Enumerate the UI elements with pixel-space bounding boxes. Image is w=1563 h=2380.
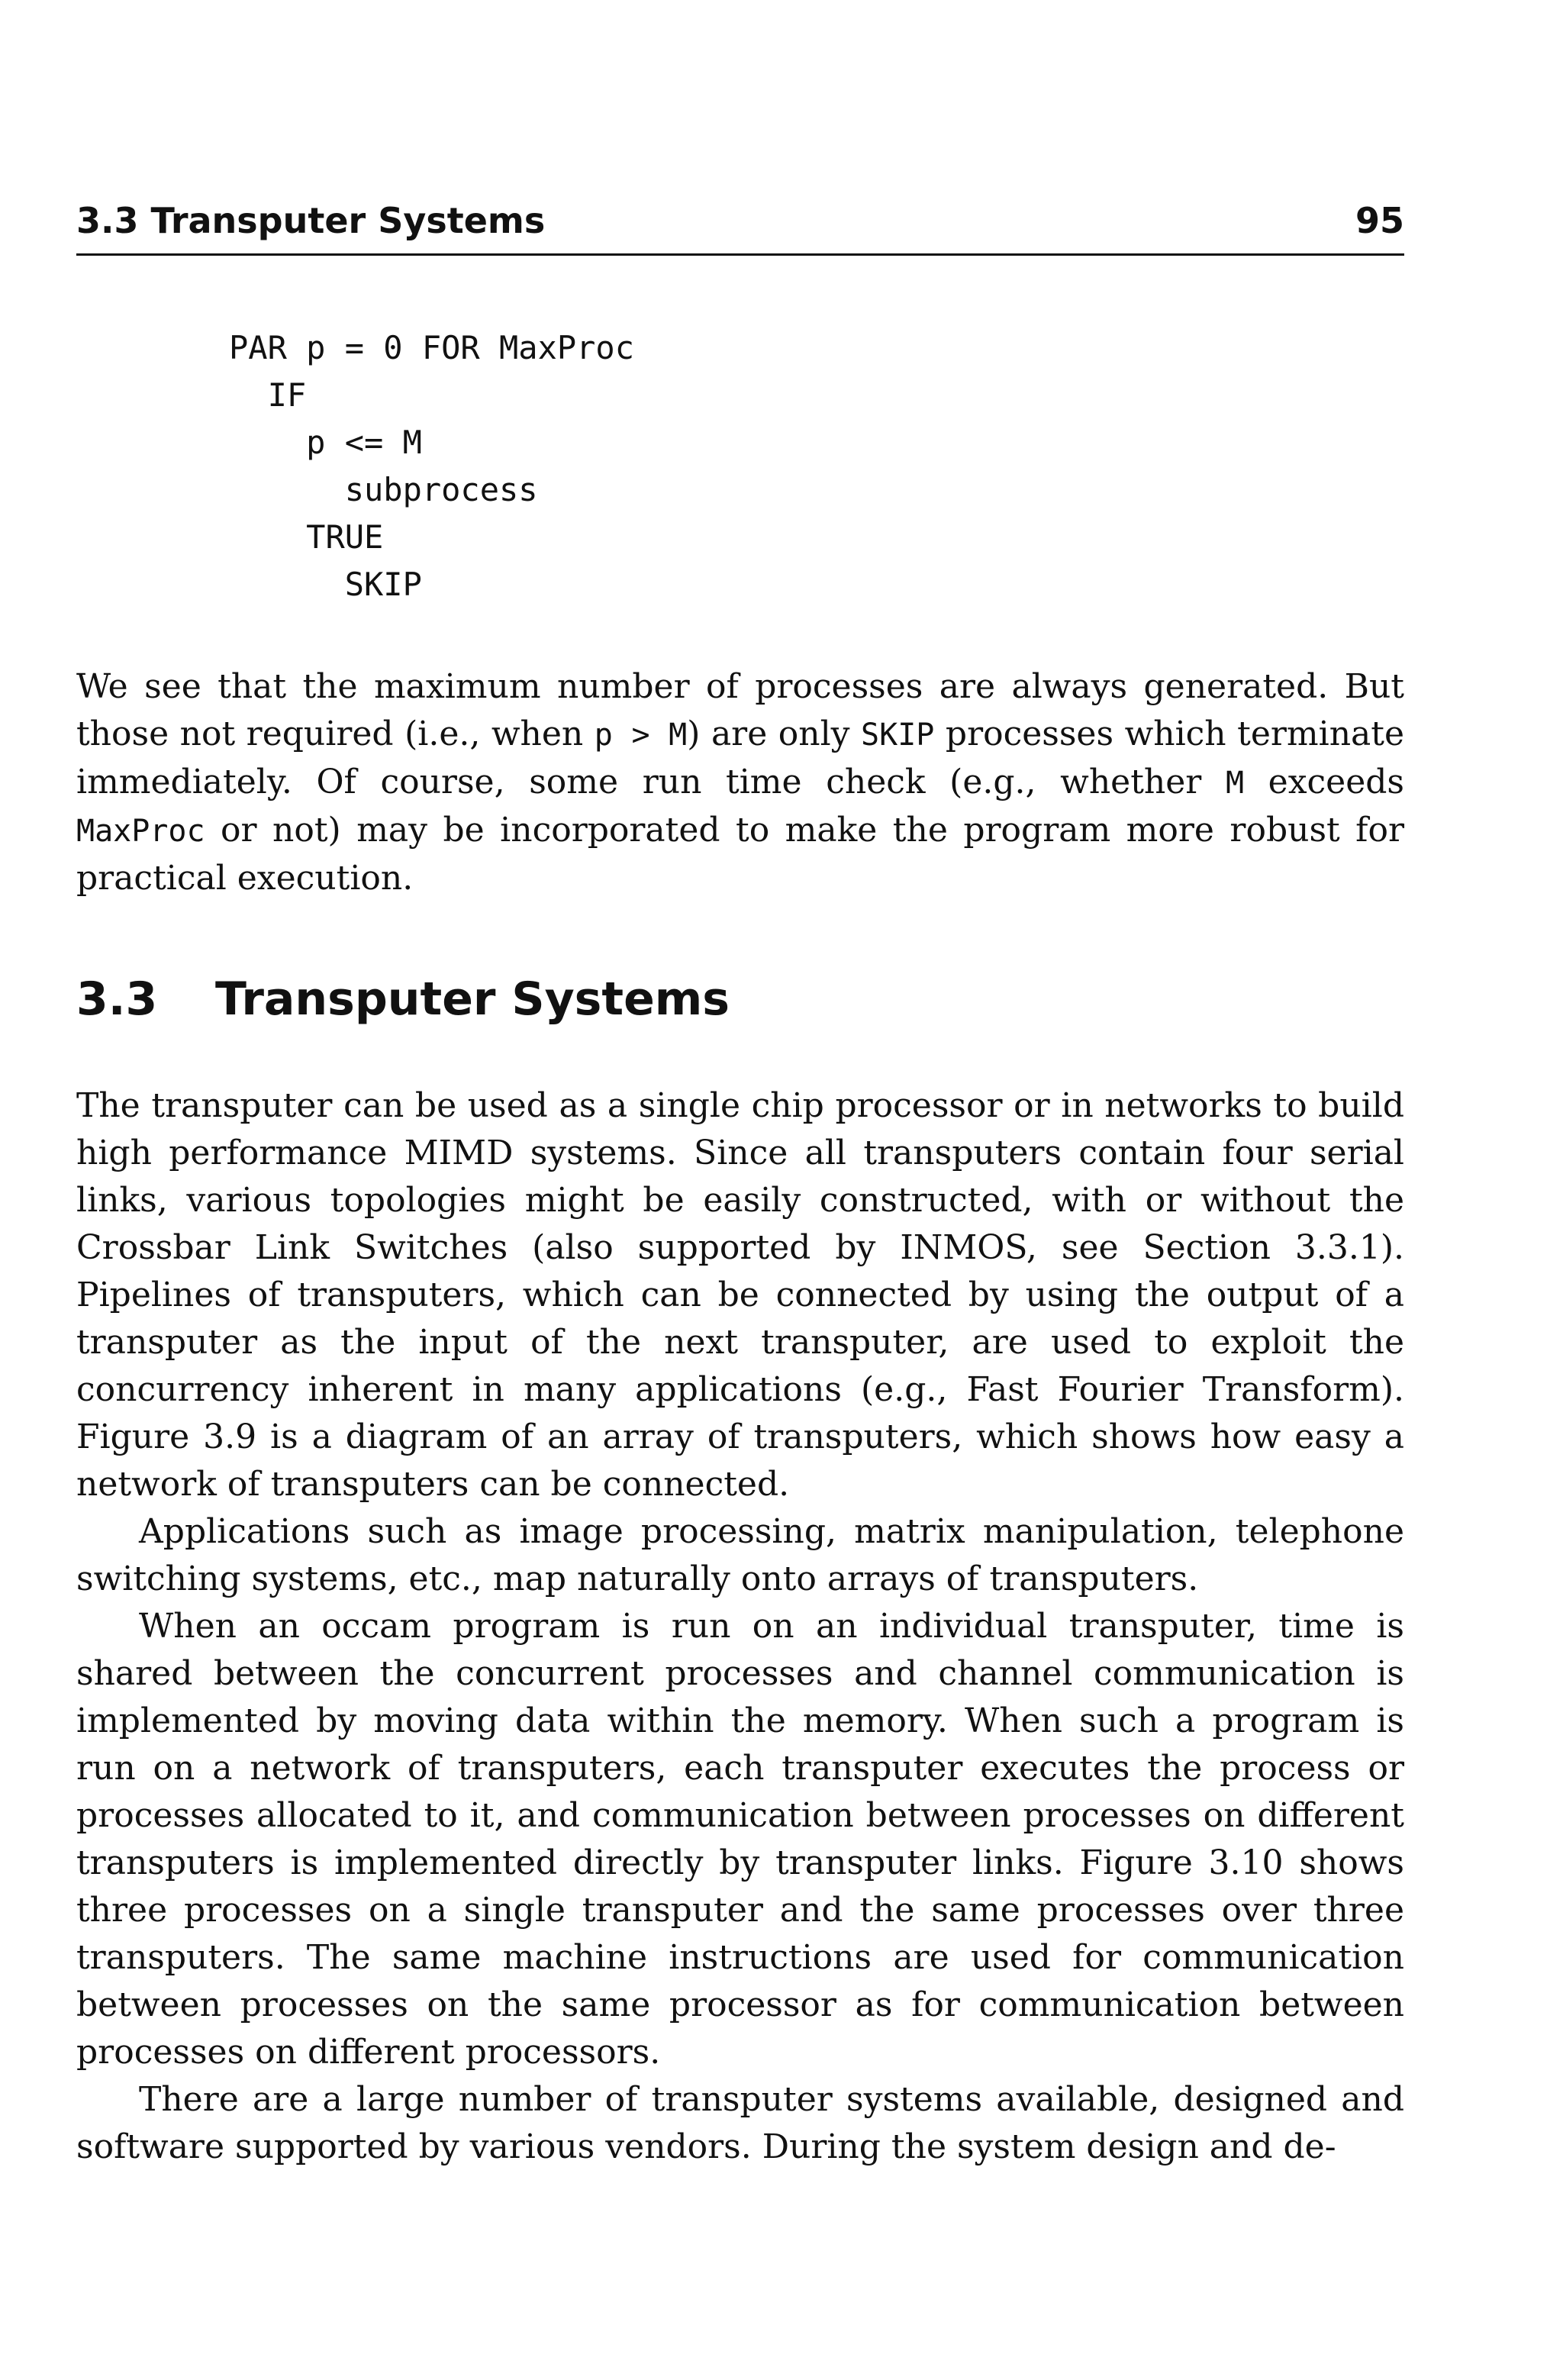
running-title: 3.3 Transputer Systems — [76, 200, 546, 241]
section-number: 3.3 — [76, 972, 158, 1026]
code-listing — [229, 324, 1404, 608]
code-line: IF — [267, 376, 307, 414]
paragraph-code-explanation: We see that the maximum number of processes are always generated. But those not required (i.e., when p > M) are only SKIP processes which terminate immediately. Of course, some run time check (e.g., whether M exceeds MaxProc or not) may be incorporated to make the program more robust for practical execution. — [76, 667, 1404, 898]
page — [76, 191, 1404, 2171]
page-number: 95 — [1355, 200, 1404, 241]
code-line: subprocess — [344, 471, 538, 508]
code-line: PAR p = 0 FOR MaxProc — [229, 329, 635, 366]
code-line: TRUE — [306, 518, 384, 556]
paragraph: When an occam program is run on an individual transputer, time is shared between the concurrent processes and channel communication is implemented by moving data within the memory. When such a program is run on a network of transputers, each transputer executes the process or processes allocated to it, and communication between processes on different transputers is implemented directly by transputer links. Figure 3.10 shows three processes on a single transputer and the same processes over three transputers. The same machine instructions are used for communication between processes on the same processor as for communication between processes on different processors. — [76, 1607, 1404, 2072]
code-line: SKIP — [344, 566, 422, 603]
paragraph: The transputer can be used as a single chip processor or in networks to build high performance MIMD systems. Since all transputers contain four serial links, various topologies might be easily constructed, with or without the Crossbar Link Switches (also supported by INMOS, see Section 3.3.1). Pipelines of transputers, which can be connected by using the output of a transputer as the input of the next transputer, are used to exploit the concurrency inherent in many applications (e.g., Fast Fourier Transform). Figure 3.9 is a diagram of an array of transputers, which shows how easy a network of transputers can be connected. — [76, 1086, 1404, 1504]
code-line: p <= M — [306, 424, 422, 461]
section-title: Transputer Systems — [215, 972, 730, 1026]
paragraph: Applications such as image processing, matrix manipulation, telephone switching systems, etc., map naturally onto arrays of transputers. — [76, 1512, 1404, 1598]
paragraph: There are a large number of transputer systems available, designed and software supported by various vendors. During the system design and de- — [76, 2080, 1404, 2166]
section-heading — [76, 972, 1404, 1029]
running-header — [76, 191, 1404, 256]
